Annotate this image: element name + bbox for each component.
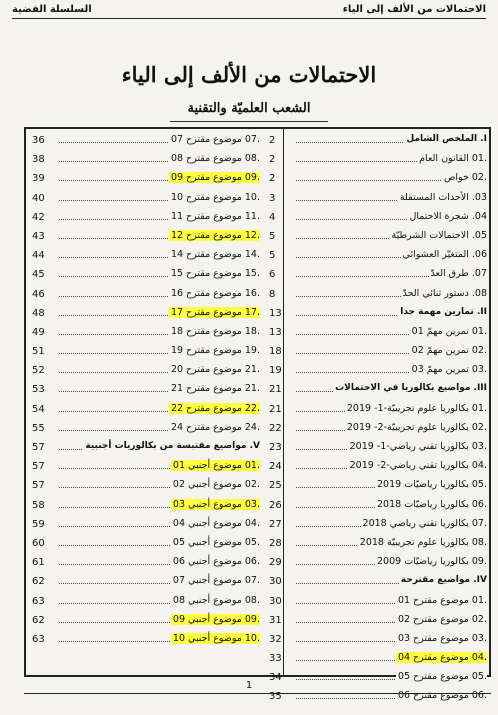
toc-entry-title: .19 موضوع مقترح 19: [170, 345, 260, 357]
toc-entry-title: 06. المتغيّر العشوائي: [402, 249, 487, 261]
running-header: [12, 4, 486, 19]
toc-page-number: 32: [269, 633, 282, 645]
toc-entry-row: [269, 554, 487, 573]
toc-entry-row: [269, 190, 487, 209]
toc-entry-title: .01 تمرين مهمّ 01: [411, 325, 487, 337]
toc-entry-title: .08 بكالوريا علوم تجريبيّة 2018: [359, 536, 487, 548]
toc-entry-title: .06 موضوع أجنبي 06: [172, 556, 260, 568]
toc-entry-row: [269, 458, 487, 477]
toc-page-number: 24: [269, 461, 282, 473]
toc-entry-row: [269, 362, 487, 381]
toc-page-number: 13: [269, 307, 282, 319]
toc-entry-title: .14 موضوع مقترح 14: [170, 249, 260, 261]
toc-page-number: 4: [269, 211, 276, 223]
toc-page-number: 63: [32, 595, 45, 607]
toc-entry-title: .21 موضوع مقترح 21: [170, 383, 260, 395]
toc-page-number: 48: [32, 307, 45, 319]
toc-section-row: [269, 573, 487, 592]
toc-entry-title: .03 تمرين مهمّ 03: [411, 364, 487, 376]
toc-entry-row: [269, 439, 487, 458]
toc-entry-title: .01 بكالوريا علوم تجريبيّة-1- 2019: [346, 402, 487, 414]
toc-entry-row: [269, 228, 487, 247]
toc-entry-title: .03 موضوع مقترح 03: [397, 632, 487, 644]
toc-page-number: 22: [269, 422, 282, 434]
toc-entry-title: .01 القانون العام: [419, 153, 487, 165]
toc-page-number: 55: [32, 422, 45, 434]
toc-page-number: 34: [269, 672, 282, 684]
toc-page-number: 44: [32, 250, 45, 262]
toc-page-number: 2: [269, 135, 276, 146]
page-title: الاحتمالات من الألف إلى الياء: [121, 62, 377, 87]
toc-entry-row: [269, 247, 487, 266]
toc-entry-title: .01 موضوع مقترح 01: [397, 594, 487, 606]
toc-entry-title: .21 موضوع مقترح 20: [170, 364, 260, 376]
toc-entry-row: [32, 458, 260, 477]
toc-entry-row: [269, 343, 487, 362]
toc-page-number: 57: [32, 442, 45, 453]
toc-page-number: 36: [32, 135, 45, 146]
toc-entry-title: 04. شجرة الاحتمال: [409, 210, 487, 222]
toc-entry-row: [32, 266, 260, 285]
toc-page-number: 23: [269, 442, 282, 453]
toc-entry-row: [269, 688, 487, 707]
page-subtitle: الشعب العلميّة والتقنية: [187, 101, 311, 116]
toc-entry-title: .03 موضوع أجنبي 03: [172, 498, 260, 510]
toc-entry-row: [32, 286, 260, 305]
toc-entry-row: [32, 305, 260, 324]
toc-section-row: [269, 305, 487, 324]
toc-entry-row: [32, 497, 260, 516]
toc-entry-title: .10 موضوع مقترح 10: [170, 191, 260, 203]
toc-page-number: 43: [32, 230, 45, 242]
toc-page-number: 63: [32, 633, 45, 645]
toc-page-number: 61: [32, 557, 45, 569]
toc-page-number: 57: [32, 480, 45, 492]
toc-page-number: 2: [269, 154, 276, 166]
toc-page-number: 35: [269, 691, 282, 703]
toc-left-column: [32, 132, 277, 650]
toc-page-number: 59: [32, 518, 45, 530]
toc-entry-title: .03 بكالوريا تقني رياضي-1- 2019: [349, 441, 487, 452]
page-number: 1: [245, 680, 253, 691]
toc-page-number: 19: [269, 365, 282, 377]
toc-entry-title: .05 موضوع مقترح 05: [397, 671, 487, 683]
toc-entry-title: .09 بكالوريا رياضيّات 2009: [377, 556, 487, 568]
toc-entry-title: .02 موضوع مقترح 02: [397, 613, 487, 625]
toc-page-number: 27: [269, 518, 282, 530]
toc-page-number: 28: [269, 537, 282, 549]
toc-page-number: 29: [269, 557, 282, 569]
toc-section-row: [269, 132, 487, 151]
toc-page-number: 5: [269, 250, 276, 262]
toc-page-number: 60: [32, 537, 45, 549]
toc-section-title: I. الملخص الشامل: [406, 134, 487, 144]
toc-entry-title: 08. دستور ثنائي الحدّ: [402, 287, 487, 299]
toc-entry-row: [32, 631, 260, 650]
toc-entry-row: [32, 573, 260, 592]
toc-entry-row: [269, 497, 487, 516]
toc-entry-row: [32, 381, 260, 400]
toc-page-number: 21: [269, 384, 282, 396]
toc-entry-row: [32, 477, 260, 496]
toc-entry-title: .02 موضوع أجنبي 02: [172, 479, 260, 491]
toc-entry-row: [269, 631, 487, 650]
toc-entry-row: [32, 516, 260, 535]
toc-entry-title: .24 موضوع مقترح 24: [170, 421, 260, 433]
toc-page-number: 53: [32, 384, 45, 396]
toc-section-title: II. تمارين مهمة جدا: [400, 306, 487, 317]
toc-page-number: 5: [269, 230, 276, 242]
toc-entry-row: [269, 209, 487, 228]
toc-entry-row: [32, 228, 260, 247]
toc-page-number: 33: [269, 653, 282, 665]
toc-entry-title: .04 موضوع أجنبي 04: [172, 517, 260, 529]
toc-page-number: 21: [269, 403, 282, 415]
toc-page-number: 38: [32, 154, 45, 166]
toc-page-number: 52: [32, 365, 45, 377]
toc-entry-title: .09 موضوع مقترح 09: [170, 172, 260, 184]
toc-page-number: 6: [269, 269, 276, 281]
toc-page-number: 39: [32, 173, 45, 185]
toc-entry-title: .08 موضوع مقترح 08: [170, 153, 260, 165]
toc-entry-title: .16 موضوع مقترح 16: [170, 287, 260, 299]
toc-entry-row: [32, 401, 260, 420]
toc-entry-title: .17 موضوع مقترح 17: [170, 306, 260, 318]
toc-entry-row: [32, 190, 260, 209]
toc-entry-title: .02 تمرين مهمّ 02: [411, 345, 487, 357]
toc-entry-row: [269, 612, 487, 631]
toc-entry-row: [32, 247, 260, 266]
toc-entry-row: [269, 535, 487, 554]
toc-section-title: III. مواضيع بكالوريا في الاحتمالات: [335, 383, 487, 394]
toc-page-number: 13: [269, 326, 282, 338]
toc-entry-title: .02 بكالوريا علوم تجريبيّة-2- 2019: [346, 421, 487, 433]
book-title-header: الاحتمالات من الألف إلى الياء: [342, 4, 486, 15]
toc-page-number: 18: [269, 346, 282, 358]
toc-section-row: [269, 381, 487, 400]
toc-entry-row: [32, 170, 260, 189]
toc-page-number: 58: [32, 499, 45, 511]
toc-page-number: 46: [32, 288, 45, 300]
toc-entry-row: [269, 151, 487, 170]
toc-page-number: 45: [32, 269, 45, 281]
toc-page-number: 51: [32, 346, 45, 358]
toc-entry-row: [269, 516, 487, 535]
toc-page-number: 8: [269, 288, 276, 300]
toc-page-number: 57: [32, 461, 45, 473]
toc-page-number: 25: [269, 480, 282, 492]
toc-entry-title: .08 موضوع أجنبي 08: [172, 594, 260, 606]
toc-entry-row: [32, 324, 260, 343]
toc-entry-row: [269, 170, 487, 189]
toc-page-number: 62: [32, 576, 45, 588]
toc-entry-title: .07 موضوع أجنبي 07: [172, 575, 260, 587]
toc-entry-title: .11 موضوع مقترح 11: [170, 210, 260, 222]
toc-entry-title: .15 موضوع مقترح 15: [170, 268, 260, 280]
toc-entry-row: [32, 362, 260, 381]
toc-entry-row: [269, 593, 487, 612]
toc-entry-row: [32, 209, 260, 228]
toc-entry-title: .07 موضوع مقترح 07: [170, 134, 260, 145]
toc-entry-row: [32, 151, 260, 170]
toc-page-number: 30: [269, 576, 282, 588]
toc-entry-title: .06 بكالوريا رياضيّات 2018: [377, 498, 487, 510]
toc-entry-row: [269, 650, 487, 669]
toc-entry-row: [269, 420, 487, 439]
series-name: السلسلة الفضية: [12, 4, 92, 15]
toc-entry-title: .12 موضوع مقترح 12: [170, 229, 260, 241]
toc-entry-title: .10 موضوع أجنبي 10: [172, 632, 260, 644]
toc-entry-row: [269, 266, 487, 285]
toc-entry-row: [269, 324, 487, 343]
toc-page-number: 62: [32, 614, 45, 626]
toc-right-column: [269, 132, 487, 708]
toc-entry-row: [32, 535, 260, 554]
toc-page-number: 30: [269, 595, 282, 607]
toc-section-row: [32, 439, 260, 458]
toc-page-number: 40: [32, 192, 45, 204]
toc-page-number: 2: [269, 173, 276, 185]
toc-entry-row: [32, 554, 260, 573]
toc-entry-row: [269, 286, 487, 305]
toc-entry-title: .05 بكالوريا رياضيّات 2019: [377, 479, 487, 491]
toc-entry-row: [32, 593, 260, 612]
toc-entry-title: .04 بكالوريا تقني رياضي-2- 2019: [349, 460, 487, 472]
toc-section-title: V. مواضيع مقتبسة من بكالوريات أجنبية: [85, 441, 260, 451]
toc-entry-title: .01 موضوع أجنبي 01: [172, 460, 260, 472]
toc-page-number: 42: [32, 211, 45, 223]
toc-entry-title: .05 موضوع أجنبي 05: [172, 536, 260, 548]
toc-entry-row: [32, 343, 260, 362]
toc-entry-title: .04 موضوع مقترح 04: [397, 652, 487, 664]
toc-entry-row: [32, 132, 260, 151]
table-of-contents: [24, 127, 491, 703]
subtitle-underline: [170, 121, 328, 122]
toc-entry-row: [269, 401, 487, 420]
toc-entry-title: .22 موضوع مقترح 22: [170, 402, 260, 414]
toc-entry-title: .09 موضوع أجنبي 09: [172, 613, 260, 625]
toc-entry-title: .18 موضوع مقترح 18: [170, 325, 260, 337]
toc-entry-title: .02 خواص: [443, 172, 487, 184]
toc-page-number: 26: [269, 499, 282, 511]
footer-rule: [24, 693, 491, 694]
toc-entry-row: [269, 477, 487, 496]
toc-entry-row: [32, 612, 260, 631]
toc-entry-title: 07. طرق العدّ: [430, 268, 487, 280]
toc-entry-title: 05. الاحتمالات الشرطيّة: [391, 229, 487, 241]
toc-entry-title: .06 موضوع مقترح 06: [397, 690, 487, 702]
toc-entry-title: 03. الأحداث المستقلة: [399, 191, 487, 203]
toc-entry-title: .07 بكالوريا تقني رياضي 2018: [362, 517, 487, 529]
toc-page-number: 31: [269, 614, 282, 626]
toc-page-number: 54: [32, 403, 45, 415]
toc-section-title: IV. مواضيع مقترحة: [400, 575, 487, 586]
toc-entry-row: [32, 420, 260, 439]
toc-page-number: 49: [32, 326, 45, 338]
toc-page-number: 3: [269, 192, 276, 204]
